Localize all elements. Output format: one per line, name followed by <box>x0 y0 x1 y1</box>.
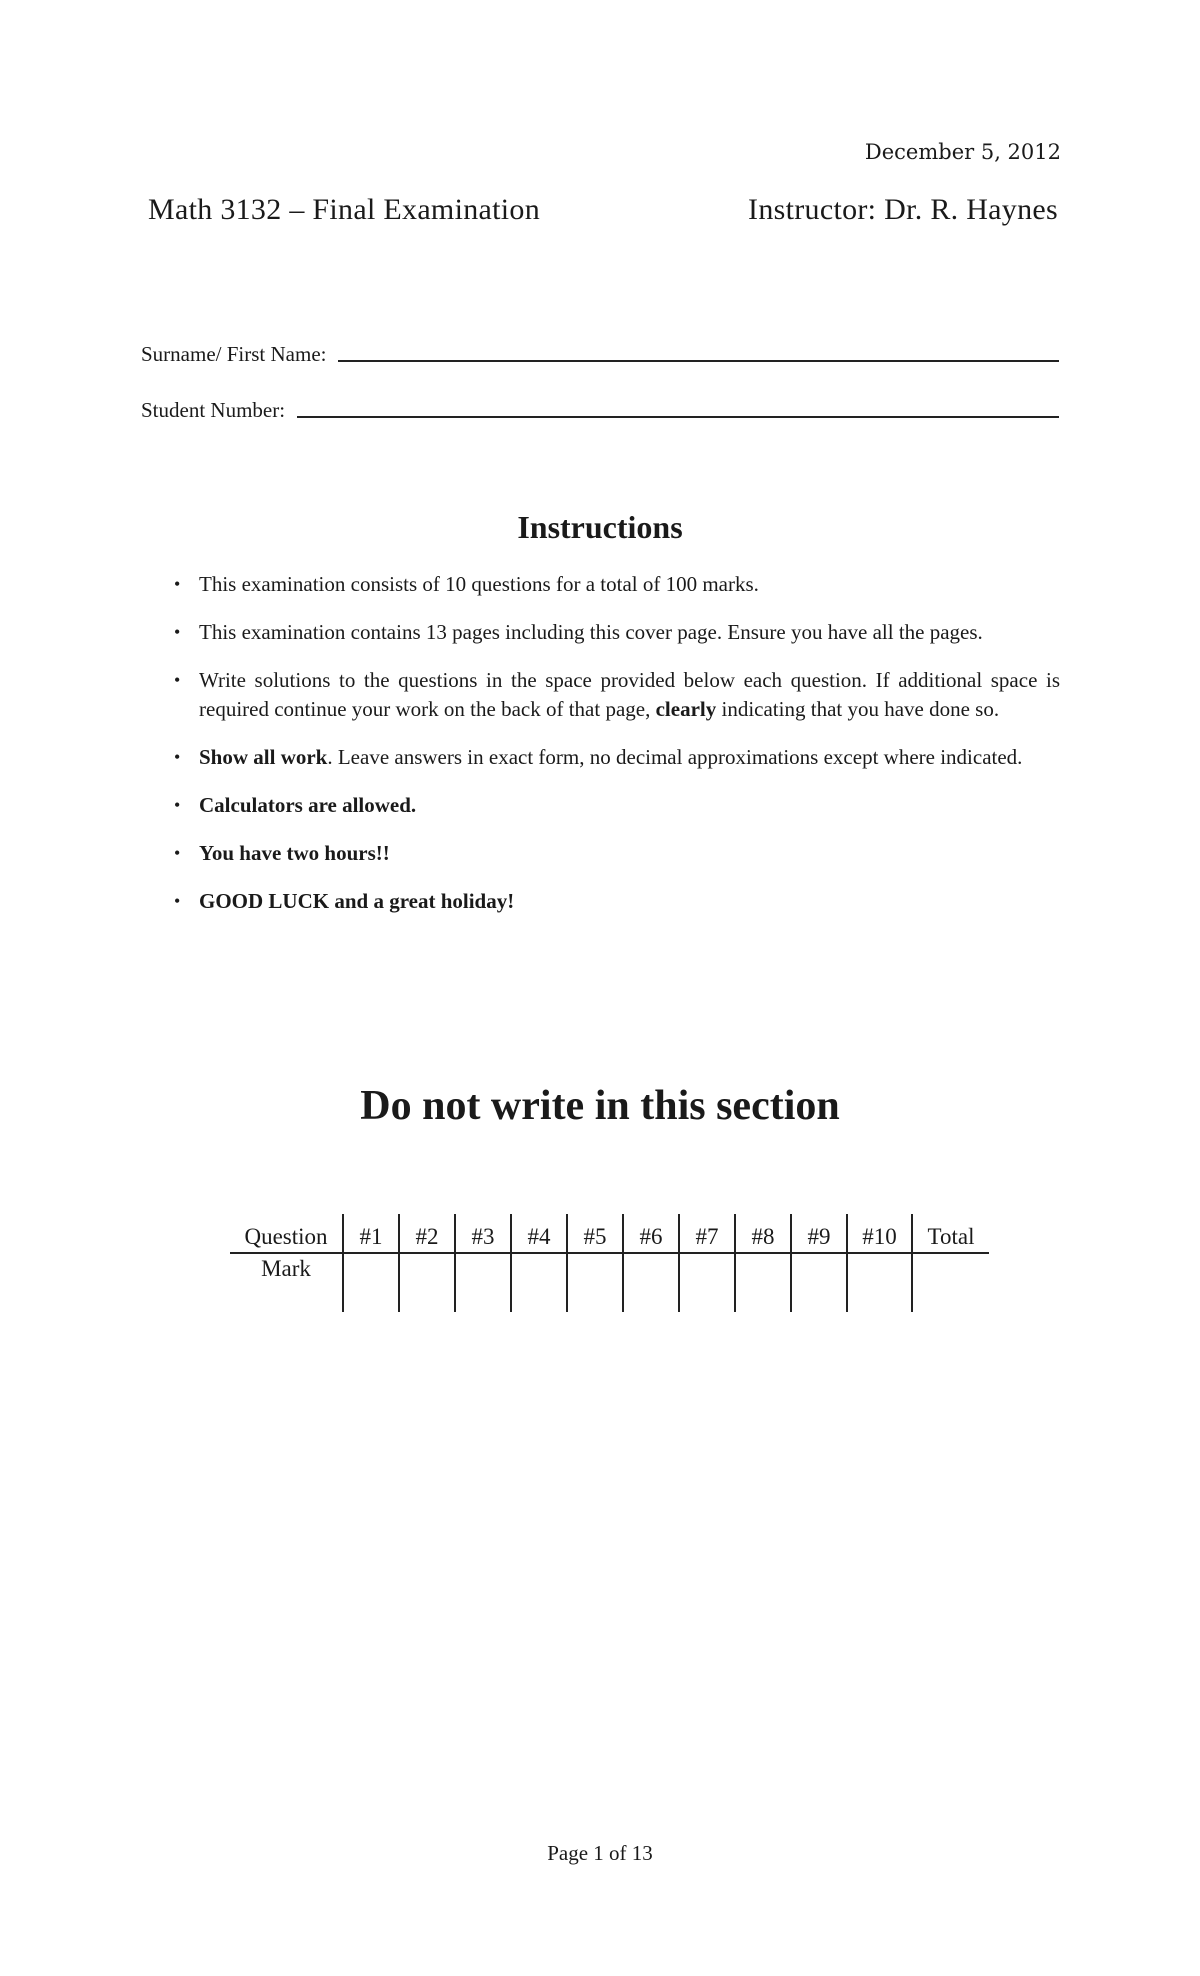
column-header: #7 <box>679 1214 735 1253</box>
instruction-item: • You have two hours!! <box>172 839 1060 868</box>
mark-cell[interactable] <box>399 1253 455 1312</box>
mark-cell[interactable] <box>679 1253 735 1312</box>
emphasis-text: Show all work <box>199 745 328 769</box>
row-label-mark: Mark <box>261 1256 311 1281</box>
emphasis-text: clearly <box>655 697 717 721</box>
mark-cell[interactable] <box>735 1253 791 1312</box>
mark-cell[interactable] <box>791 1253 847 1312</box>
instruction-item: • Write solutions to the questions in the space provided below each question. If additional space is required continue your work on the back of that page, clearly indicating that you have done so. <box>172 666 1060 724</box>
marks-table-row <box>230 1253 989 1312</box>
instruction-item: • Show all work. Leave answers in exact form, no decimal approximations except where indicated. <box>172 743 1060 772</box>
student-number-field-row <box>141 398 1059 423</box>
student-number-field-label: Student Number: <box>141 398 286 422</box>
column-header: #5 <box>567 1214 623 1253</box>
marks-table <box>230 1214 989 1312</box>
instruction-item: • GOOD LUCK and a great holiday! <box>172 887 1060 916</box>
column-header: #10 <box>847 1214 912 1253</box>
page-number: Page 1 of 13 <box>547 1841 653 1865</box>
name-field-row <box>141 342 1059 367</box>
row-header-question: Question <box>230 1214 343 1253</box>
mark-cell[interactable] <box>455 1253 511 1312</box>
mark-cell[interactable] <box>847 1253 912 1312</box>
section-heading: Do not write in this section <box>360 1083 840 1129</box>
student-number-field-line[interactable] <box>297 415 1059 418</box>
name-field-label: Surname/ First Name: <box>141 342 327 366</box>
column-header: #2 <box>399 1214 455 1253</box>
instruction-item: • This examination contains 13 pages including this cover page. Ensure you have all the pages. <box>172 618 1060 647</box>
mark-cell[interactable] <box>343 1253 399 1312</box>
column-header-total: Total <box>912 1214 989 1253</box>
column-header: #1 <box>343 1214 399 1253</box>
column-header: #8 <box>735 1214 791 1253</box>
column-header: #3 <box>455 1214 511 1253</box>
instructor-name: Instructor: Dr. R. Haynes <box>748 193 1058 226</box>
column-header: #4 <box>511 1214 567 1253</box>
exam-date: December 5, 2012 <box>864 140 1061 164</box>
instruction-item: • Calculators are allowed. <box>172 791 1060 820</box>
column-header: #9 <box>791 1214 847 1253</box>
mark-cell[interactable] <box>623 1253 679 1312</box>
instructions-heading: Instructions <box>517 509 683 545</box>
column-header: #6 <box>623 1214 679 1253</box>
name-field-line[interactable] <box>338 359 1059 362</box>
mark-cell[interactable] <box>511 1253 567 1312</box>
mark-cell[interactable] <box>567 1253 623 1312</box>
marks-table-header-row <box>230 1214 989 1253</box>
instructions-list <box>172 570 1060 935</box>
instruction-item: • This examination consists of 10 questions for a total of 100 marks. <box>172 570 1060 599</box>
mark-cell-total[interactable] <box>912 1253 989 1312</box>
course-title: Math 3132 – Final Examination <box>148 193 540 226</box>
